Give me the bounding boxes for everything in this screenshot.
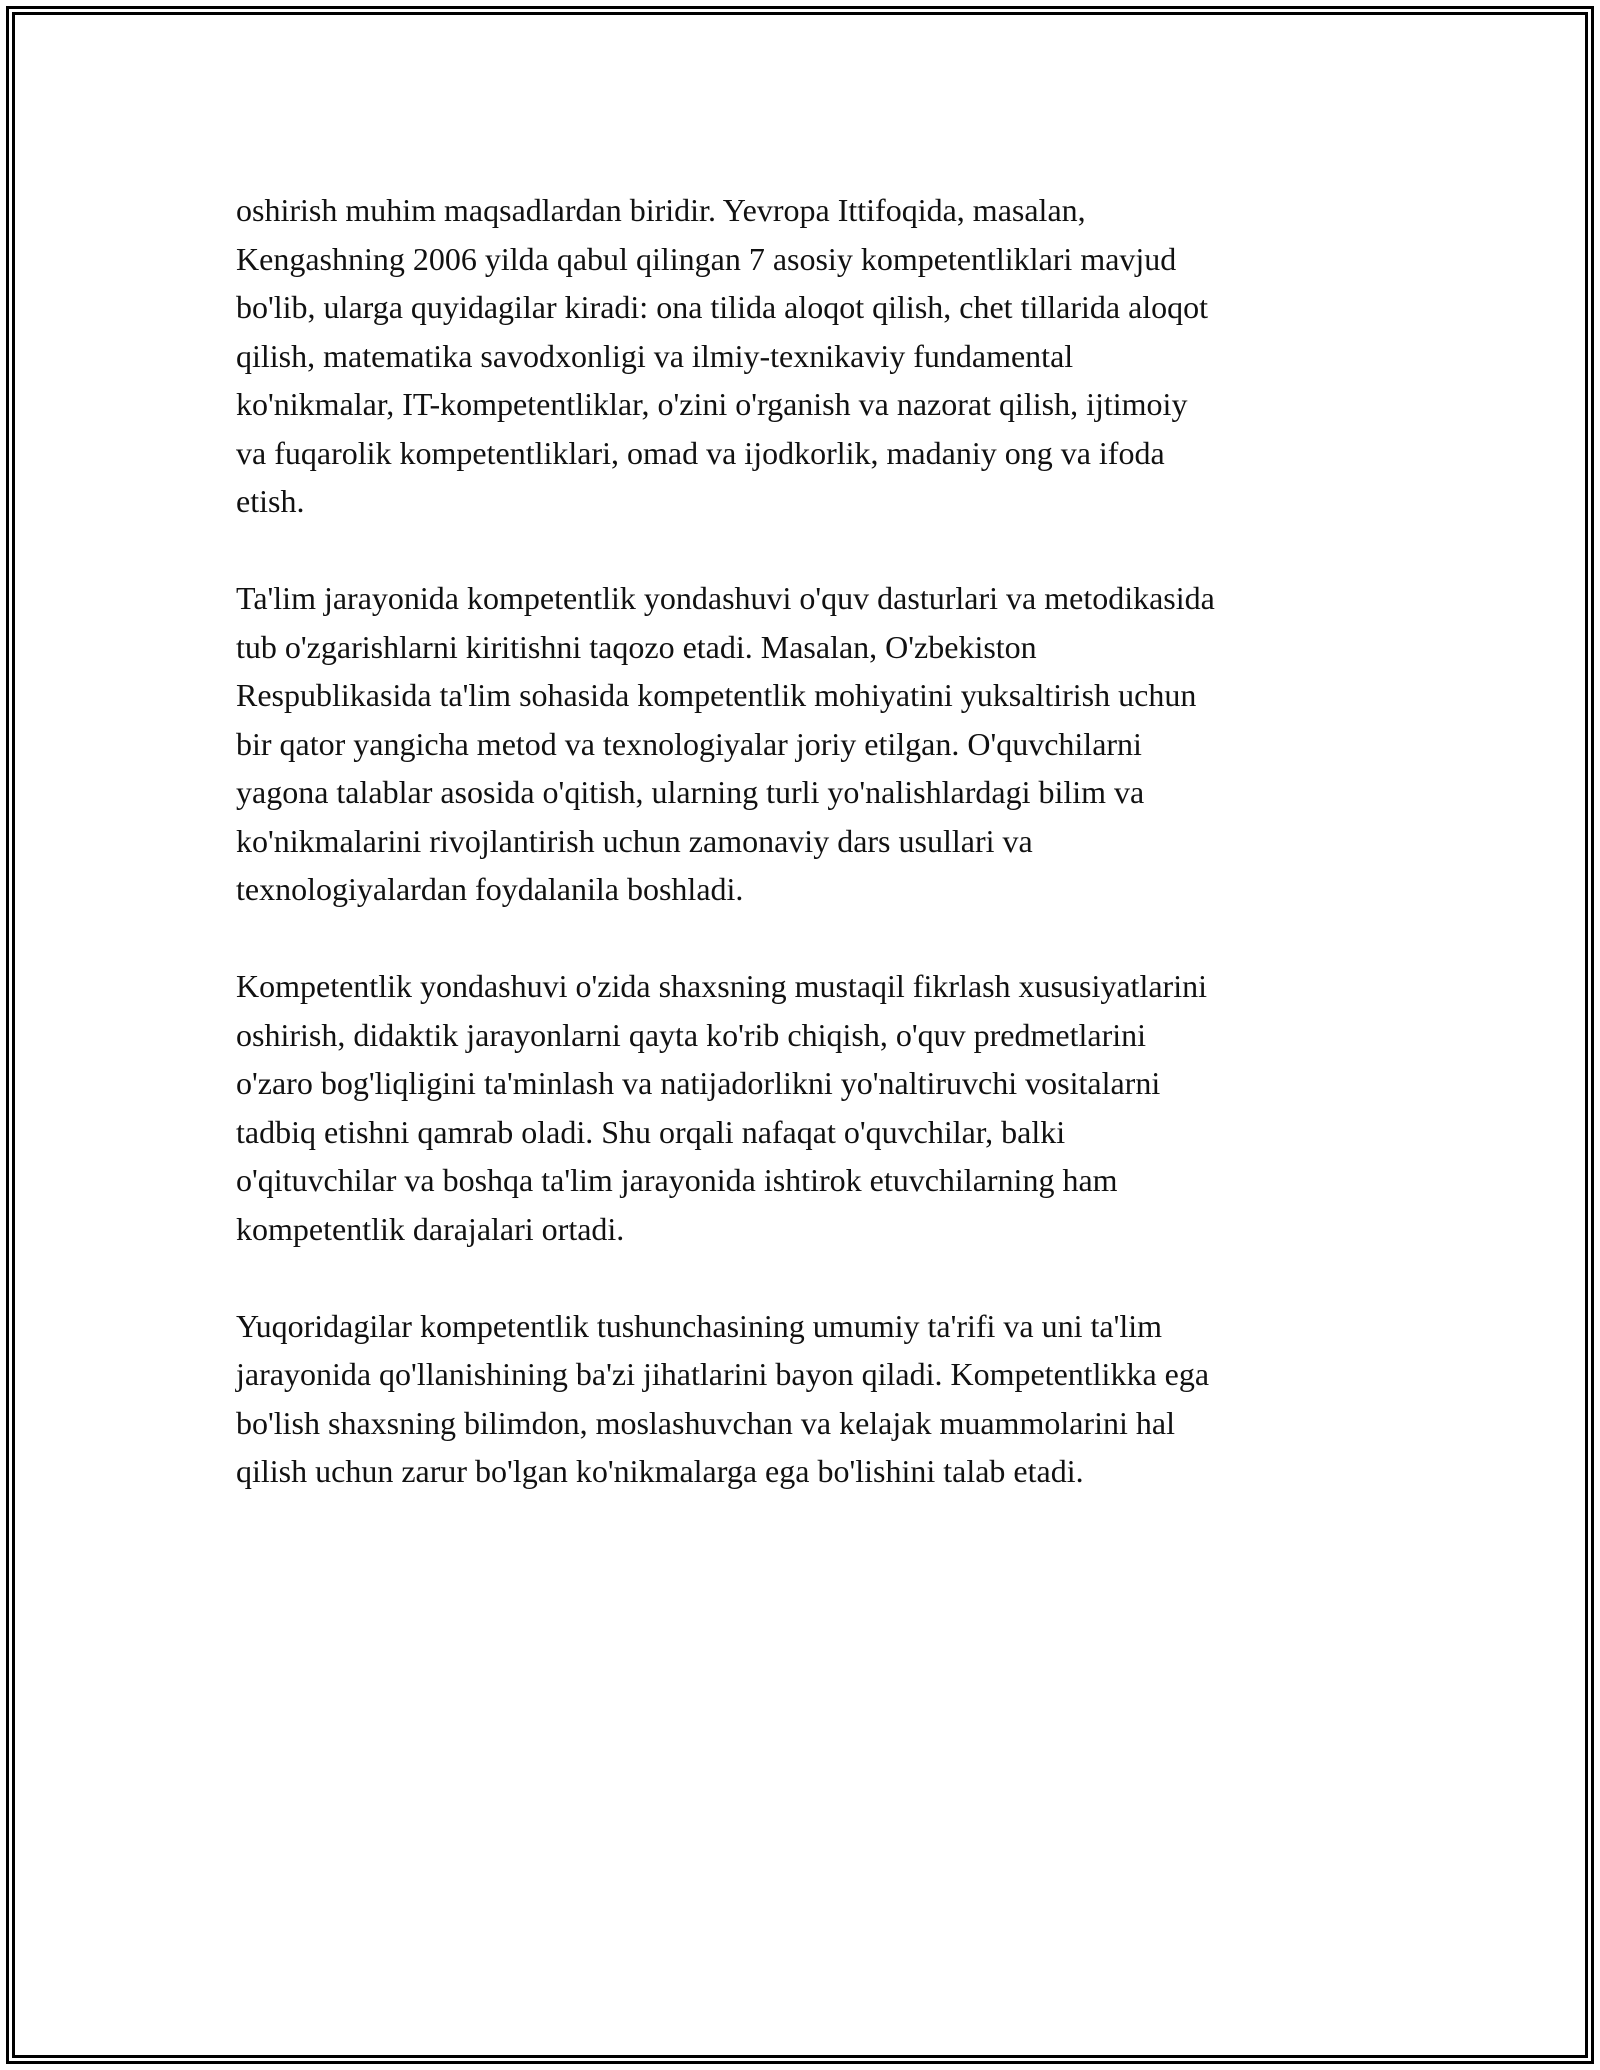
paragraph-competence-approach: Kompetentlik yondashuvi o'zida shaxsning mustaqil fikrlash xususiyatlarini oshirish, didaktik jarayonlarni qayta ko'rib chiqish, o'quv predmetlarini o'zaro bog'liqligini ta'minlash va natijadorlikni yo'naltiruvchi vositalarni tadbiq etishni qamrab oladi. Shu orqali nafaqat o'quvchilar, balki o'qituvchilar va boshqa ta'lim jarayonida ishtirok etuvchilarning ham kompetentlik darajalari ortadi. [236,968,1207,1247]
paragraph-curriculum-changes: Ta'lim jarayonida kompetentlik yondashuvi o'quv dasturlari va metodikasida tub o'zgarishlarni kiritishni taqozo etadi. Masalan, O'zbekiston Respublikasida ta'lim sohasida kompetentlik mohiyatini yuksaltirish uchun bir qator yangicha metod va texnologiyalar joriy etilgan. O'quvchilarni yagona talablar asosida o'qitish, ularning turli yo'nalishlardagi bilim va ko'nikmalarini rivojlantirish uchun zamonaviy dars usullari va texnologiyalardan foydalanila boshladi. [236,580,1215,907]
document-body [236,186,1376,1544]
paragraph-eu-competences: oshirish muhim maqsadlardan biridir. Yevropa Ittifoqida, masalan, Kengashning 2006 yilda qabul qilingan 7 asosiy kompetentliklari mavjud bo'lib, ularga quyidagilar kiradi: ona tilida aloqot qilish, chet tillarida aloqot qilish, matematika savodxonligi va ilmiy-texnikaviy fundamental ko'nikmalar, IT-kompetentliklar, o'zini o'rganish va nazorat qilish, ijtimoiy va fuqarolik kompetentliklari, omad va ijodkorlik, madaniy ong va ifoda etish. [236,192,1209,519]
paragraph-summary: Yuqoridagilar kompetentlik tushunchasining umumiy ta'rifi va uni ta'lim jarayonida qo'llanishining ba'zi jihatlarini bayon qiladi. Kompetentlikka ega bo'lish shaxsning bilimdon, moslashuvchan va kelajak muammolarini hal qilish uchun zarur bo'lgan ko'nikmalarga ega bo'lishini talab etadi. [236,1307,1210,1489]
